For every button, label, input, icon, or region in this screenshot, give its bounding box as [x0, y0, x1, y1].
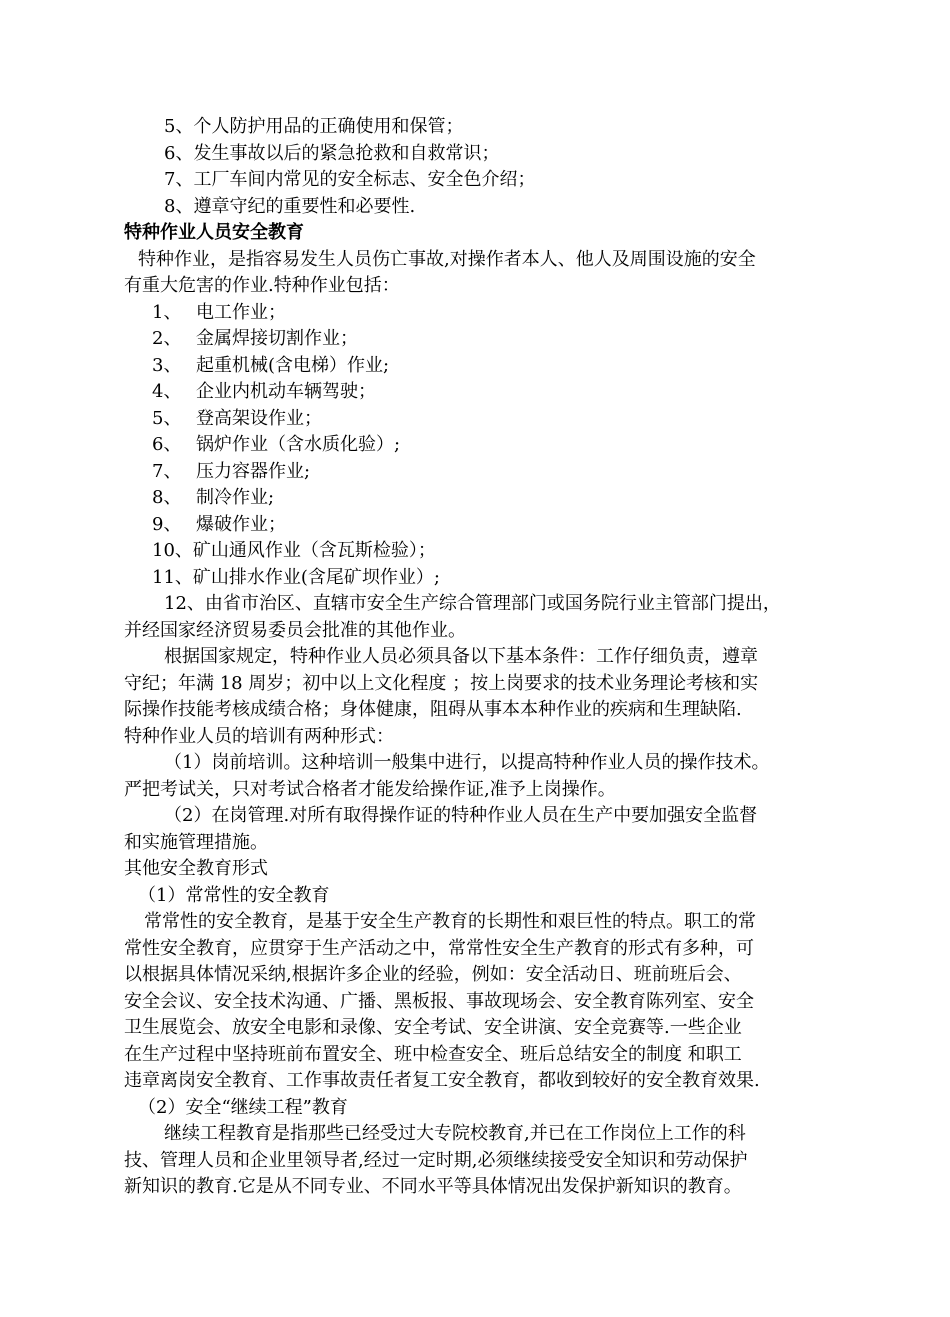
conditions-paragraph-line: 根据国家规定，特种作业人员必须具备以下基本条件：工作仔细负责，遵章 [164, 646, 758, 667]
list-item: 5、个人防护用品的正确使用和保管； [164, 116, 464, 137]
subsection-title: （1）常常性的安全教育 [138, 884, 330, 906]
list-item: 7、工厂车间内常见的安全标志、安全色介绍； [164, 169, 536, 190]
training-paragraph-line: 和实施管理措施。 [124, 831, 268, 853]
list-item: 10、矿山通风作业（含瓦斯检验）； [152, 540, 436, 561]
list-item: 6、发生事故以后的紧急抢救和自救常识； [164, 142, 500, 164]
item-text: 企业内机动车辆驾驶； [196, 381, 376, 402]
item-number: 7、 [152, 460, 182, 482]
list-item [124, 379, 850, 406]
item-number: 3、 [152, 354, 182, 376]
section-heading-other-education: 其他安全教育形式 [124, 858, 268, 879]
section-heading-special-work: 特种作业人员安全教育 [124, 222, 304, 243]
item-number: 8、 [152, 487, 182, 508]
training-paragraph-line: 严把考试关，只对考试合格者才能发给操作证,准予上岗操作。 [124, 778, 616, 800]
list-item [124, 432, 850, 459]
item-number: 6、 [152, 434, 182, 455]
conditions-paragraph-line: 守纪；年满 18 周岁；初中以上文化程度 ；按上岗要求的技术业务理论考核和实 [124, 672, 759, 694]
paragraph-line: 违章离岗安全教育、工作事故责任者复工安全教育，都收到较好的安全教育效果. [124, 1070, 760, 1091]
item-text: 压力容器作业; [196, 460, 311, 482]
intro-text-line: 有重大危害的作业.特种作业包括： [124, 275, 400, 296]
list-item [124, 512, 850, 539]
intro-text-line: 特种作业，是指容易发生人员伤亡事故,对操作者本人、他人及周围设施的安全 [138, 248, 756, 270]
paragraph-line: 安全会议、安全技术沟通、广播、黑板报、事故现场会、安全教育陈列室、安全 [124, 990, 754, 1012]
paragraph-line: 技、管理人员和企业里领导者,经过一定时期,必须继续接受安全知识和劳动保护 [124, 1149, 748, 1171]
item-text: 登高架设作业； [196, 407, 322, 429]
list-item [124, 406, 850, 433]
paragraph-line: 常性安全教育，应贯穿于生产活动之中，常常性安全生产教育的形式有多种，可 [124, 937, 754, 959]
item-text: 爆破作业； [196, 513, 286, 535]
item-text: 锅炉作业（含水质化验）; [196, 434, 401, 455]
item-number: 2、 [152, 328, 182, 349]
training-paragraph-line: （1）岗前培训。这种培训一般集中进行，以提高特种作业人员的操作技术。 [164, 752, 770, 773]
document-page [124, 114, 850, 1201]
list-item-continuation: 并经国家经济贸易委员会批准的其他作业。 [124, 619, 466, 641]
conditions-paragraph-line: 际操作技能考核成绩合格；身体健康，阻碍从事本本种作业的疾病和生理缺陷. [124, 699, 742, 720]
list-item [124, 300, 850, 327]
paragraph-line: 卫生展览会、放安全电影和录像、安全考试、安全讲演、安全竞赛等.一些企业 [124, 1017, 742, 1038]
paragraph-line: 在生产过程中坚持班前布置安全、班中检查安全、班后总结安全的制度 和职工 [124, 1043, 742, 1065]
item-number: 4、 [152, 381, 182, 402]
list-item [124, 353, 850, 380]
item-text: 电工作业； [196, 301, 286, 323]
list-item: 11、矿山排水作业(含尾矿坝作业）; [152, 566, 440, 588]
training-paragraph-line: （2）在岗管理.对所有取得操作证的特种作业人员在生产中要加强安全监督 [164, 805, 758, 826]
paragraph-line: 以根据具体情况采纳,根据许多企业的经验，例如：安全活动日、班前班后会、 [124, 964, 742, 985]
item-text: 金属焊接切割作业； [196, 328, 358, 349]
item-text: 起重机械(含电梯）作业; [196, 354, 390, 376]
item-number: 5、 [152, 407, 182, 429]
list-item [124, 485, 850, 512]
paragraph-line: 继续工程教育是指那些已经受过大专院校教育,并已在工作岗位上工作的科 [164, 1123, 746, 1144]
item-text: 制冷作业; [196, 487, 275, 508]
paragraph-line: 新知识的教育.它是从不同专业、不同水平等具体情况出发保护新知识的教育。 [124, 1176, 742, 1197]
list-item [124, 459, 850, 486]
list-item: 12、由省市治区、直辖市安全生产综合管理部门或国务院行业主管部门提出， [164, 593, 781, 614]
paragraph-line: 常常性的安全教育，是基于安全生产教育的长期性和艰巨性的特点。职工的常 [144, 911, 756, 932]
list-item [124, 326, 850, 353]
subsection-title: （2）安全“继续工程”教育 [138, 1096, 348, 1118]
item-number: 1、 [152, 301, 182, 323]
training-intro: 特种作业人员的培训有两种形式： [124, 725, 394, 747]
item-number: 9、 [152, 513, 182, 535]
list-item: 8、遵章守纪的重要性和必要性. [164, 195, 416, 217]
